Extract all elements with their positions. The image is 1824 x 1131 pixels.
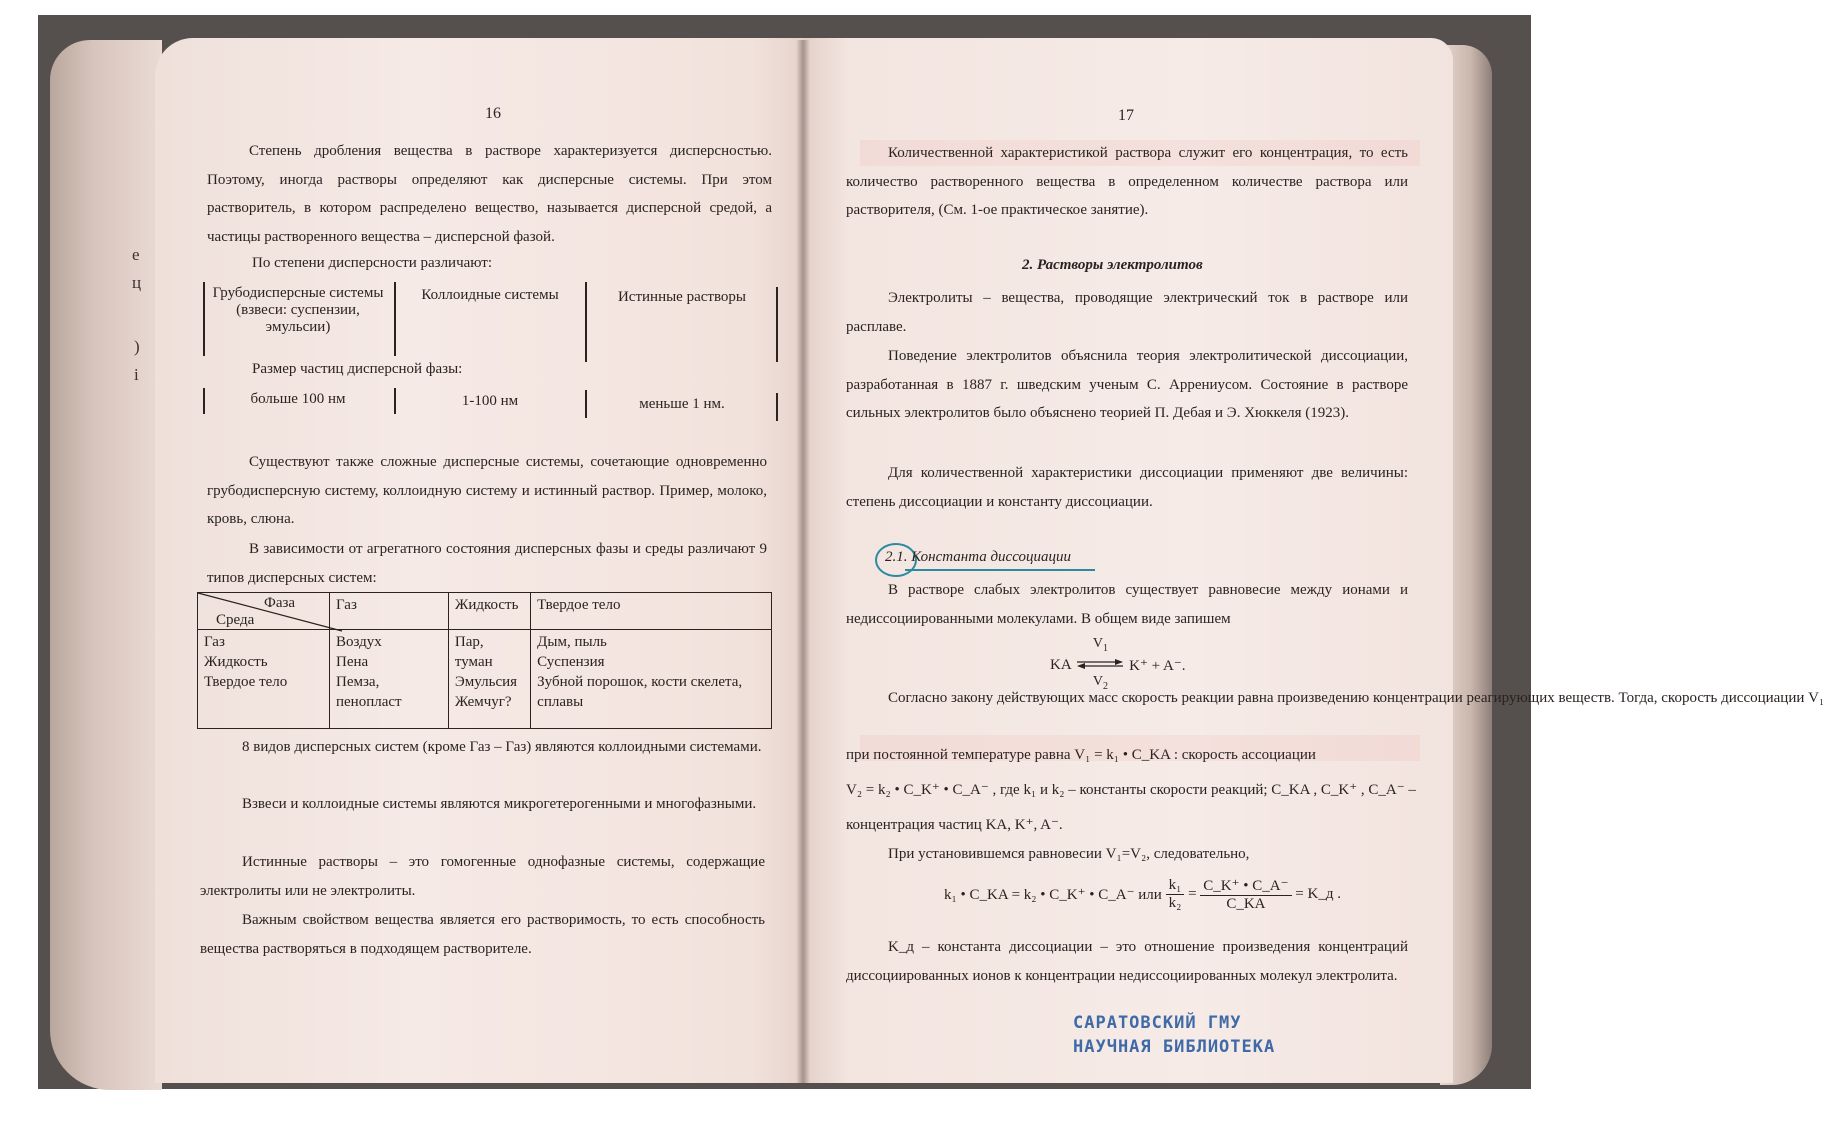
right-line-concentrations: концентрация частиц KA, K⁺, A⁻. — [846, 817, 1063, 833]
class-colloid: Коллоидные системы — [421, 287, 559, 303]
eq-v2: V — [1092, 673, 1103, 689]
left-paragraph-solubility: Важным свойством вещества является его растворимость, то есть способность вещества растворяться в подходящем растворителе. — [200, 912, 765, 957]
ratio-k-num: k₁ — [1166, 877, 1185, 895]
table-cell-media — [198, 630, 330, 729]
left-paragraph-dispersity: Степень дробления вещества в растворе характеризуется дисперсностью. Поэтому, иногда растворы определяют как дисперсные системы. При этом растворитель, в котором распределено вещество, называется дисперсной средой, а частицы растворенного вещества – дисперсной фазой. — [207, 143, 772, 245]
size-label: Размер частиц дисперсной фазы: — [252, 361, 463, 377]
right-paragraph-constant-definition: K_д – константа диссоциации – это отношение произведения концентраций диссоциированных ионов к концентрации недиссоциированных молекул электролита. — [846, 939, 1408, 984]
page-number-left: 16 — [485, 105, 501, 122]
size-colloid: 1-100 нм — [461, 393, 519, 409]
table-column-header: Твердое тело — [531, 593, 772, 630]
subsection-number: 2.1. — [885, 549, 908, 565]
right-line-equilibrium: При установившемся равновесии V₁=V₂, следовательно, — [888, 846, 1250, 862]
column-divider — [203, 388, 205, 414]
column-divider — [776, 287, 778, 362]
table-item: Эмульсия — [454, 674, 518, 690]
table-item: Дым, пыль — [537, 634, 607, 650]
table-column-header: Газ — [330, 593, 449, 630]
column-divider — [203, 282, 205, 356]
subsection-title: Константа диссоциации — [911, 549, 1071, 565]
size-coarse: больше 100 нм — [250, 391, 346, 407]
table-cell-liquid — [448, 630, 530, 729]
table-item: Воздух — [336, 634, 382, 650]
table-row — [198, 630, 772, 729]
right-paragraph-equilibrium: В растворе слабых электролитов существует равновесие между ионами и недиссоциированными молекулами. В общем виде запишем — [846, 582, 1408, 627]
left-paragraph-colloidal: 8 видов дисперсных систем (кроме Газ – Газ) являются коллоидными системами. — [242, 739, 762, 755]
table-item: Пемза, пенопласт — [336, 674, 402, 710]
equilibrium-arrow-icon — [1075, 659, 1125, 669]
size-true: меньше 1 нм. — [639, 396, 725, 412]
library-stamp-line2: НАУЧНАЯ БИБЛИОТЕКА — [1073, 1037, 1276, 1057]
right-paragraph-concentration: Количественной характеристикой раствора служит его концентрация, то есть количество растворенного вещества в определенном количестве раствора или растворителя, (См. 1-ое практическое занятие). — [846, 145, 1408, 218]
table-column-header: Жидкость — [448, 593, 530, 630]
page-number-right: 17 — [1118, 107, 1134, 124]
table-header-phase: Фаза — [264, 595, 296, 611]
left-paragraph-complex: Существуют также сложные дисперсные системы, сочетающие одновременно грубодисперсную систему, коллоидную систему и истинный раствор. Пример, молоко, кровь, слюна. — [207, 454, 767, 527]
eq2-left: k₁ • C_KA = k₂ • C_K⁺ • C_A⁻ или — [944, 887, 1162, 903]
table-media-item: Жидкость — [204, 654, 268, 670]
left-paragraph-heterogeneous: Взвеси и коллоидные системы являются микрогетерогенными и многофазными. — [242, 796, 757, 812]
right-line-mass-action: Согласно закону действующих масс скорость реакции равна произведению концентрации реагирующих веществ. Тогда, скорость диссоциации V₁ — [888, 690, 1824, 706]
eq-left: KA — [1050, 656, 1072, 673]
table-item: Пена — [336, 654, 369, 670]
column-divider — [776, 393, 778, 421]
edge-glyph: е — [132, 245, 140, 264]
table-item: Суспензия — [537, 654, 605, 670]
table-cell-gas — [330, 630, 449, 729]
left-paragraph-types: В зависимости от агрегатного состояния дисперсных фазы и среды различают 9 типов дисперсных систем: — [207, 541, 767, 586]
right-line-rate1: при постоянной температуре равна V₁ = k₁ • C_KA : скорость ассоциации — [846, 747, 1316, 763]
ratio-c-num: C_K⁺ • C_A⁻ — [1200, 876, 1291, 896]
right-paragraph-electrolytes: Электролиты – вещества, проводящие электрический ток в растворе или расплаве. — [846, 290, 1408, 335]
section-heading: 2. Растворы электролитов — [1022, 257, 1203, 273]
eq-v2-sub: 2 — [1102, 680, 1108, 692]
dissociation-equation — [1050, 636, 1186, 695]
class-coarse: Грубодисперсные системы (взвеси: суспензии, эмульсии) — [212, 285, 384, 335]
right-paragraph-theory: Поведение электролитов объяснила теория электролитической диссоциации, разработанная в 1887 г. шведским ученым С. Аррениусом. Состояние в растворе сильных электролитов было объяснено теорией П. Дебая и Э. Хюккеля (1923). — [846, 348, 1408, 421]
table-header-medium: Среда — [216, 612, 255, 628]
equilibrium-constant-formula — [944, 876, 1341, 913]
column-divider — [585, 390, 587, 418]
dispersion-types-table — [197, 592, 772, 729]
eq2-result: = K_д . — [1295, 886, 1341, 902]
table-media-item: Твердое тело — [204, 674, 288, 690]
table-media-item: Газ — [204, 634, 225, 650]
table-cell-solid — [531, 630, 772, 729]
right-line-rate2: V₂ = k₂ • C_K⁺ • C_A⁻ , где k₁ и k₂ – константы скорости реакций; C_KA , C_K⁺ , C_A⁻ – — [846, 782, 1416, 798]
edge-glyph: ц — [132, 273, 142, 292]
classification-intro: По степени дисперсности различают: — [252, 255, 493, 271]
table-header-row — [198, 593, 772, 630]
edge-glyph: і — [134, 365, 139, 384]
equals-sign: = — [1188, 886, 1197, 902]
book-gutter — [796, 40, 810, 1085]
eq-right: K⁺ + A⁻. — [1129, 657, 1186, 674]
ratio-c-den: C_KA — [1226, 896, 1266, 912]
eq-v1-sub: 1 — [1102, 642, 1108, 654]
book-left-edge — [50, 40, 162, 1090]
ratio-k — [1166, 877, 1185, 912]
table-item: Жемчуг? — [454, 694, 512, 710]
left-paragraph-true-solutions: Истинные растворы – это гомогенные однофазные системы, содержащие электролиты или не электролиты. — [200, 854, 765, 899]
ratio-c — [1200, 876, 1291, 913]
column-divider — [585, 282, 587, 362]
class-true-solution: Истинные растворы — [617, 289, 747, 305]
marker-underline — [905, 569, 1095, 571]
equilibrium-arrows — [1075, 636, 1125, 695]
column-divider — [394, 282, 396, 356]
subsection-heading — [885, 549, 1071, 566]
right-paragraph-quantities: Для количественной характеристики диссоциации применяют две величины: степень диссоциации и константу диссоциации. — [846, 465, 1408, 510]
table-item: Зубной порошок, кости скелета, сплавы — [537, 674, 743, 710]
table-corner-cell — [198, 593, 330, 630]
eq-rate-forward — [1075, 636, 1125, 657]
library-stamp-line1: САРАТОВСКИЙ ГМУ — [1073, 1013, 1242, 1033]
edge-glyph: ) — [134, 337, 140, 356]
table-item: Пар, туман — [454, 634, 493, 670]
eq-v1: V — [1092, 636, 1103, 651]
column-divider — [394, 388, 396, 414]
ratio-k-den: k₂ — [1168, 895, 1182, 911]
